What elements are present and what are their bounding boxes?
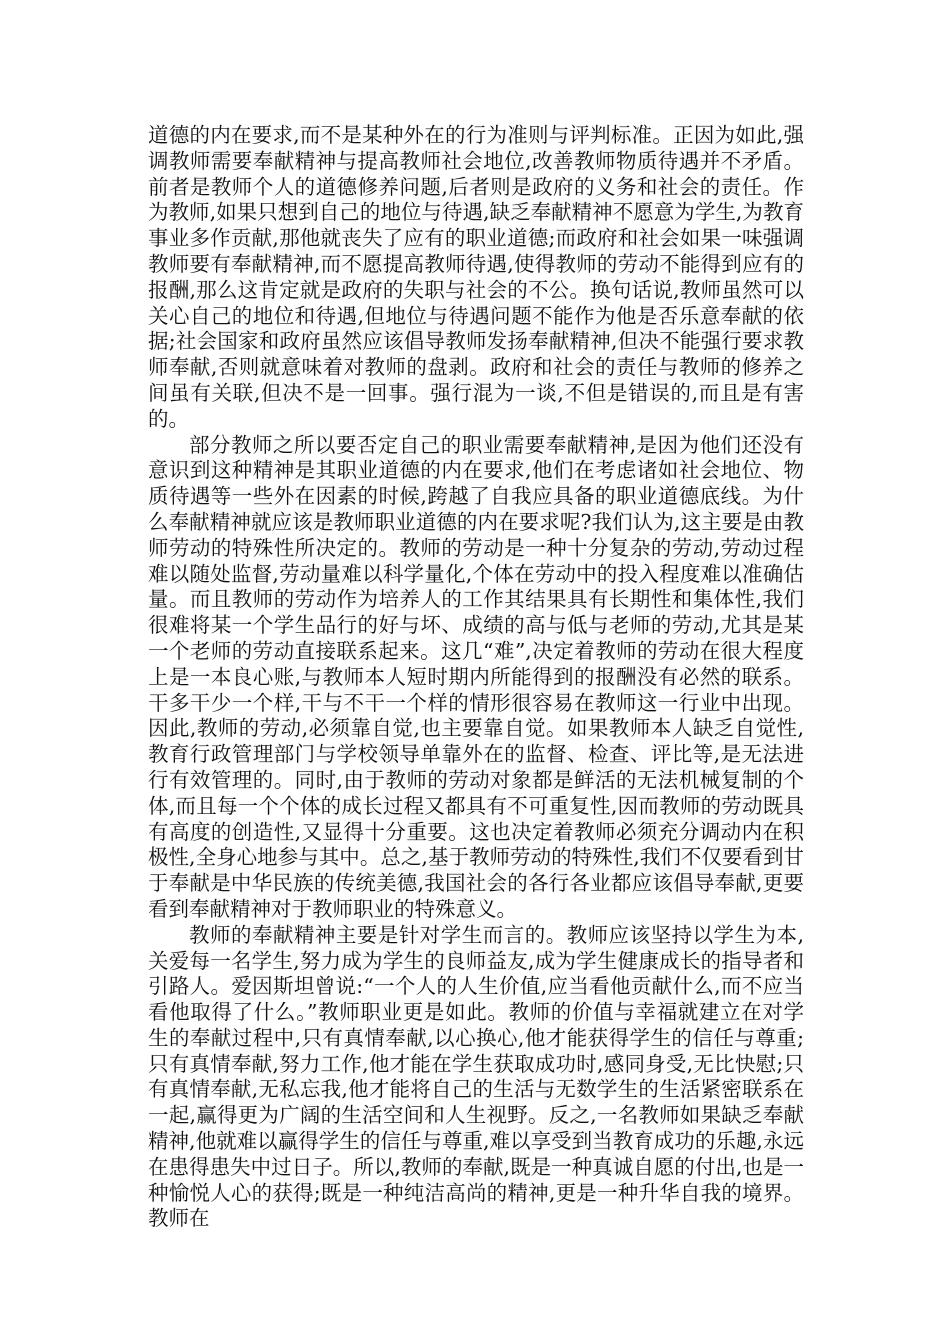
paragraph-3: 教师的奉献精神主要是针对学生而言的。教师应该坚持以学生为本,关爱每一名学生,努力成为学生的良师益友,成为学生健康成长的指导者和引路人。爱因斯坦曾说:“一个人的人生价值,应当看他贡献什么,而不应当看他取得了什么。”教师职业更是如此。教师的价值与幸福就建立在对学生的奉献过程中,只有真情奉献,以心换心,他才能获得学生的信任与尊重;只有真情奉献,努力工作,他才能在学生获取成功时,感同身受,无比快慰;只有真情奉献,无私忘我,他才能将自己的生活与无数学生的生活紧密联系在一起,赢得更为广阔的生活空间和人生视野。反之,一名教师如果缺乏奉献精神,他就难以赢得学生的信任与尊重,难以享受到当教育成功的乐趣,永远在患得患失中过日子。所以,教师的奉献,既是一种真诚自愿的付出,也是一种愉悦人心的获得;既是一种纯洁高尚的精神,更是一种升华自我的境界。教师在 xyxy=(148,922,804,1231)
document-page xyxy=(148,123,804,1232)
paragraph-1: 道德的内在要求,而不是某种外在的行为准则与评判标准。正因为如此,强调教师需要奉献精神与提高教师社会地位,改善教师物质待遇并不矛盾。前者是教师个人的道德修养问题,后者则是政府的义务和社会的责任。作为教师,如果只想到自己的地位与待遇,缺乏奉献精神不愿意为学生,为教育事业多作贡献,那他就丧失了应有的职业道德;而政府和社会如果一味强调教师要有奉献精神,而不愿提高教师待遇,使得教师的劳动不能得到应有的报酬,那么这肯定就是政府的失职与社会的不公。换句话说,教师虽然可以关心自己的地位和待遇,但地位与待遇问题不能作为他是否乐意奉献的依据;社会国家和政府虽然应该倡导教师发扬奉献精神,但决不能强行要求教师奉献,否则就意味着对教师的盘剥。政府和社会的责任与教师的修养之间虽有关联,但决不是一回事。强行混为一谈,不但是错误的,而且是有害的。 xyxy=(148,123,804,431)
paragraph-2: 部分教师之所以要否定自己的职业需要奉献精神,是因为他们还没有意识到这种精神是其职业道德的内在要求,他们在考虑诸如社会地位、物质待遇等一些外在因素的时候,跨越了自我应具备的职业道德底线。为什么奉献精神就应该是教师职业道德的内在要求呢?我们认为,这主要是由教师劳动的特殊性所决定的。教师的劳动是一种十分复杂的劳动,劳动过程难以随处监督,劳动量难以科学量化,个体在劳动中的投入程度难以准确估量。而且教师的劳动作为培养人的工作其结果具有长期性和集体性,我们很难将某一个学生品行的好与坏、成绩的高与低与老师的劳动,尤其是某一个老师的劳动直接联系起来。这几“难”,决定着教师的劳动在很大程度上是一本良心账,与教师本人短时期内所能得到的报酬没有必然的联系。干多干少一个样,干与不干一个样的情形很容易在教师这一行业中出现。因此,教师的劳动,必须靠自觉,也主要靠自觉。如果教师本人缺乏自觉性,教育行政管理部门与学校领导单靠外在的监督、检查、评比等,是无法进行有效管理的。同时,由于教师的劳动对象都是鲜活的无法机械复制的个体,而且每一个个体的成长过程又都具有不可重复性,因而教师的劳动既具有高度的创造性,又显得十分重要。这也决定着教师必须充分调动内在积极性,全身心地参与其中。总之,基于教师劳动的特殊性,我们不仅要看到甘于奉献是中华民族的传统美德,我国社会的各行各业都应该倡导奉献,更要看到奉献精神对于教师职业的特殊意义。 xyxy=(148,432,804,921)
